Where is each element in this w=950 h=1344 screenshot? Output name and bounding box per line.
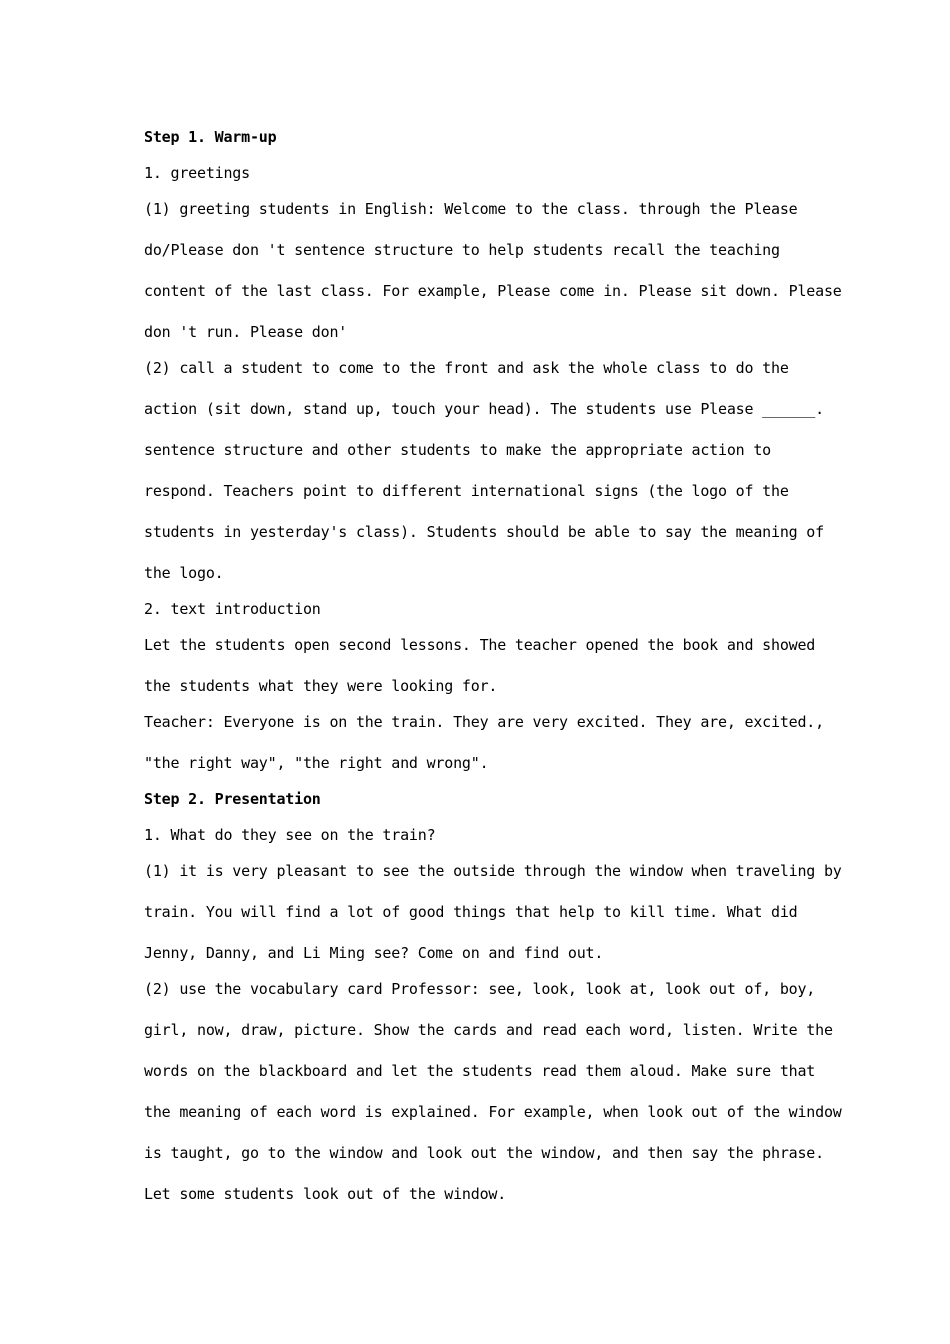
presentation-paragraph-2	[144, 979, 842, 1220]
text-line: "the right way", "the right and wrong".	[144, 754, 489, 772]
text-line: sentence structure and other students to make the appropriate action to	[144, 441, 771, 459]
greetings-title: 1. greetings	[144, 164, 250, 182]
text-line: Let some students look out of the window.	[144, 1185, 507, 1203]
text-line: content of the last class. For example, Please come in. Please sit down. Please	[144, 282, 842, 300]
text-line: the meaning of each word is explained. For example, when look out of the window	[144, 1103, 842, 1121]
text-line: Teacher: Everyone is on the train. They are very excited. They are, excited.,	[144, 713, 824, 731]
text-line: (2) use the vocabulary card Professor: see, look, look at, look out of, boy,	[144, 980, 816, 998]
greetings-paragraph-2	[144, 358, 824, 599]
text-line: train. You will find a lot of good things that help to kill time. What did	[144, 903, 798, 921]
text-line: students in yesterday's class). Students should be able to say the meaning of	[144, 523, 824, 541]
text-line: respond. Teachers point to different international signs (the logo of the	[144, 482, 789, 500]
step1-heading: Step 1. Warm-up	[144, 128, 277, 146]
introduction-paragraph-2	[144, 712, 824, 789]
introduction-paragraph-1	[144, 635, 824, 712]
text-line: don 't run. Please don'	[144, 323, 348, 341]
text-line: the logo.	[144, 564, 224, 582]
train-question-title: 1. What do they see on the train?	[144, 826, 436, 844]
text-line: action (sit down, stand up, touch your head). The students use Please ______.	[144, 400, 824, 418]
text-line: do/Please don 't sentence structure to help students recall the teaching	[144, 241, 780, 259]
text-line: the students what they were looking for.	[144, 677, 498, 695]
text-line: Jenny, Danny, and Li Ming see? Come on and find out.	[144, 944, 604, 962]
text-line: girl, now, draw, picture. Show the cards and read each word, listen. Write the	[144, 1021, 833, 1039]
text-line: (1) it is very pleasant to see the outside through the window when traveling by	[144, 862, 842, 880]
text-line: (2) call a student to come to the front and ask the whole class to do the	[144, 359, 789, 377]
text-line: Let the students open second lessons. The teacher opened the book and showed	[144, 636, 816, 654]
presentation-paragraph-1	[144, 861, 842, 979]
text-introduction-title: 2. text introduction	[144, 600, 321, 618]
greetings-paragraph-1	[144, 199, 842, 358]
text-line: (1) greeting students in English: Welcome to the class. through the Please	[144, 200, 798, 218]
document-page	[144, 127, 842, 1220]
text-line: words on the blackboard and let the students read them aloud. Make sure that	[144, 1062, 816, 1080]
step2-heading: Step 2. Presentation	[144, 790, 321, 808]
text-line: is taught, go to the window and look out the window, and then say the phrase.	[144, 1144, 824, 1162]
